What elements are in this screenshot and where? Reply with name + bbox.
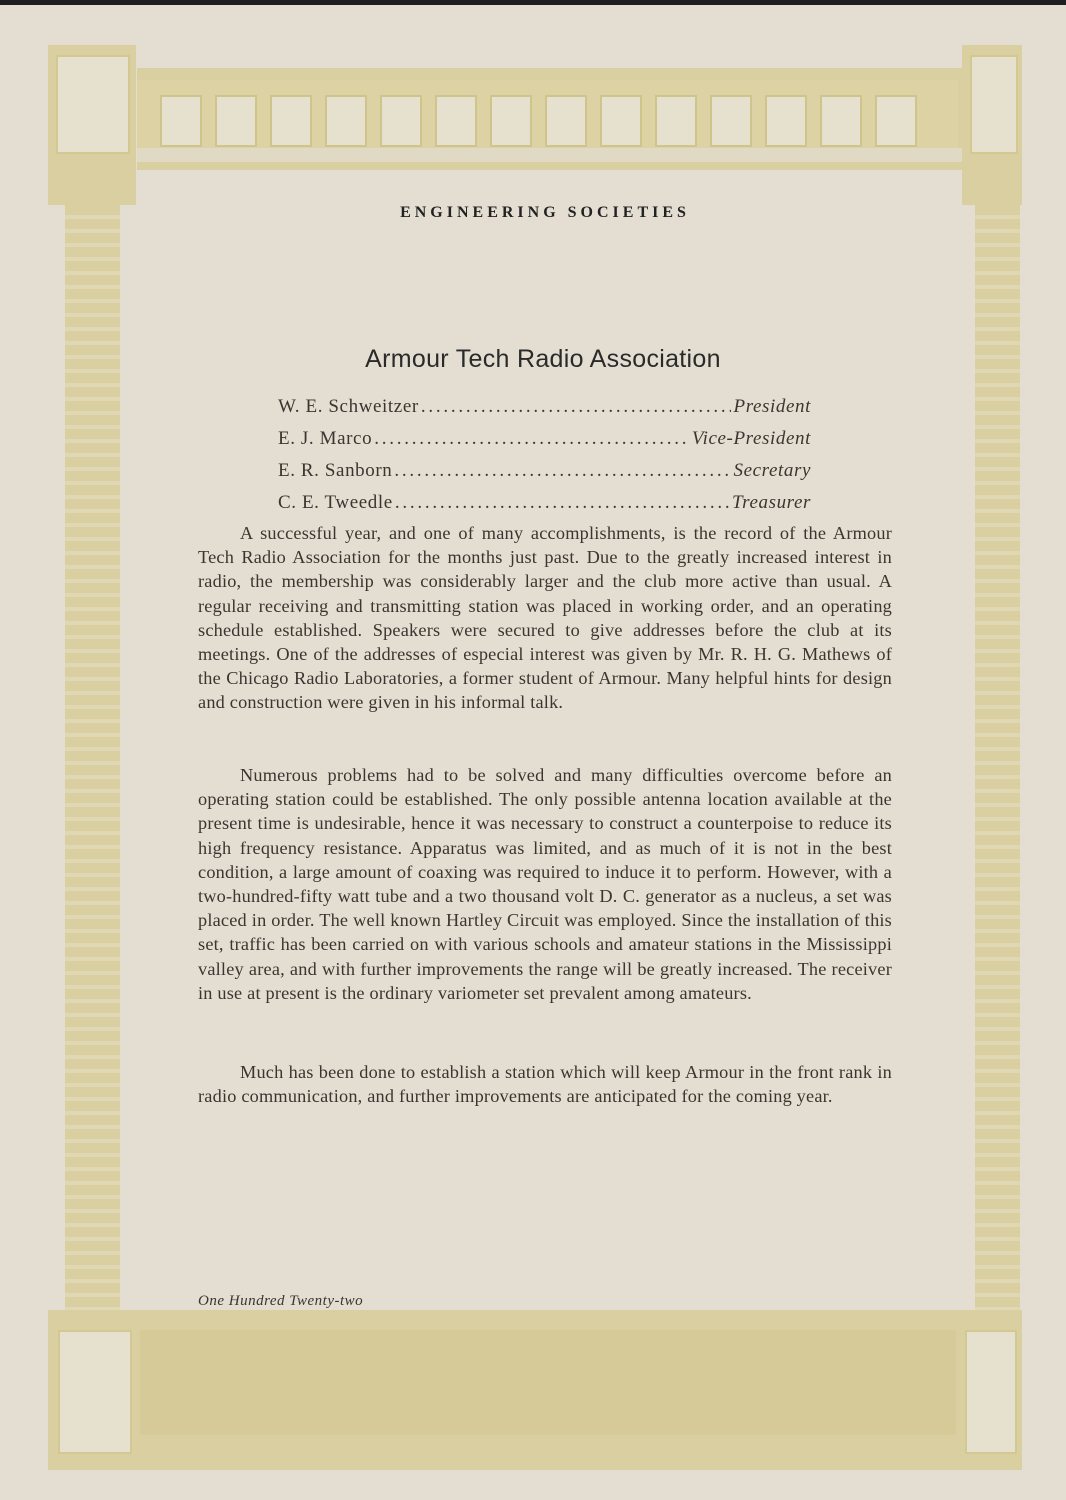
leader-dots	[395, 492, 730, 514]
officer-row	[278, 396, 811, 422]
officer-row	[278, 428, 811, 454]
page-number: One Hundred Twenty-two	[198, 1293, 364, 1309]
leader-dots	[421, 396, 732, 418]
section-kicker: ENGINEERING SOCIETIES	[400, 204, 690, 221]
officer-name: W. E. Schweitzer	[278, 396, 419, 417]
officer-name: E. J. Marco	[278, 428, 373, 449]
officer-role: Vice-President	[691, 428, 811, 449]
body-paragraph: Much has been done to establish a station which will keep Armour in the front rank in radio communication, and further improvements are anticipated for the coming year.	[198, 1062, 892, 1107]
officer-role: Treasurer	[732, 492, 811, 513]
scan-edge	[0, 0, 1066, 5]
leader-dots	[374, 428, 690, 450]
officer-role: President	[733, 396, 811, 417]
officer-role: Secretary	[733, 460, 811, 481]
body-paragraph: A successful year, and one of many accomplishments, is the record of the Armour Tech Radio Association for the months just past. Due to the greatly increased interest in radio, the membership was considerably larger and the club more active than usual. A regular receiving and transmitting station was placed in working order, and an operating schedule established. Speakers were secured to give addresses before the club at its meetings. One of the addresses of especial interest was given by Mr. R. H. G. Mathews of the Chicago Radio Laboratories, a former student of Armour. Many helpful hints for design and construction were given in his informal talk.	[198, 523, 892, 713]
officer-row	[278, 460, 811, 486]
page-title: Armour Tech Radio Association	[365, 345, 721, 373]
leader-dots	[394, 460, 731, 482]
body-paragraph: Numerous problems had to be solved and many difficulties overcome before an operating station could be established. The only possible antenna location available at the present time is undesirable, hence it was necessary to construct a counterpoise to reduce its high frequency resistance. Apparatus was limited, and as much of it is not in the best condition, a large amount of coaxing was required to induce it to perform. However, with a two-hundred-fifty watt tube and a two thousand volt D. C. generator as a nucleus, a set was placed in order. The well known Hartley Circuit was employed. Since the installation of this set, traffic has been carried on with various schools and amateur stations in the Mississippi valley area, and with further improvements the range will be greatly increased. The receiver in use at present is the ordinary variometer set prevalent among amateurs.	[198, 765, 892, 1003]
officer-name: E. R. Sanborn	[278, 460, 393, 481]
officer-row	[278, 492, 811, 518]
officer-name: C. E. Tweedle	[278, 492, 393, 513]
